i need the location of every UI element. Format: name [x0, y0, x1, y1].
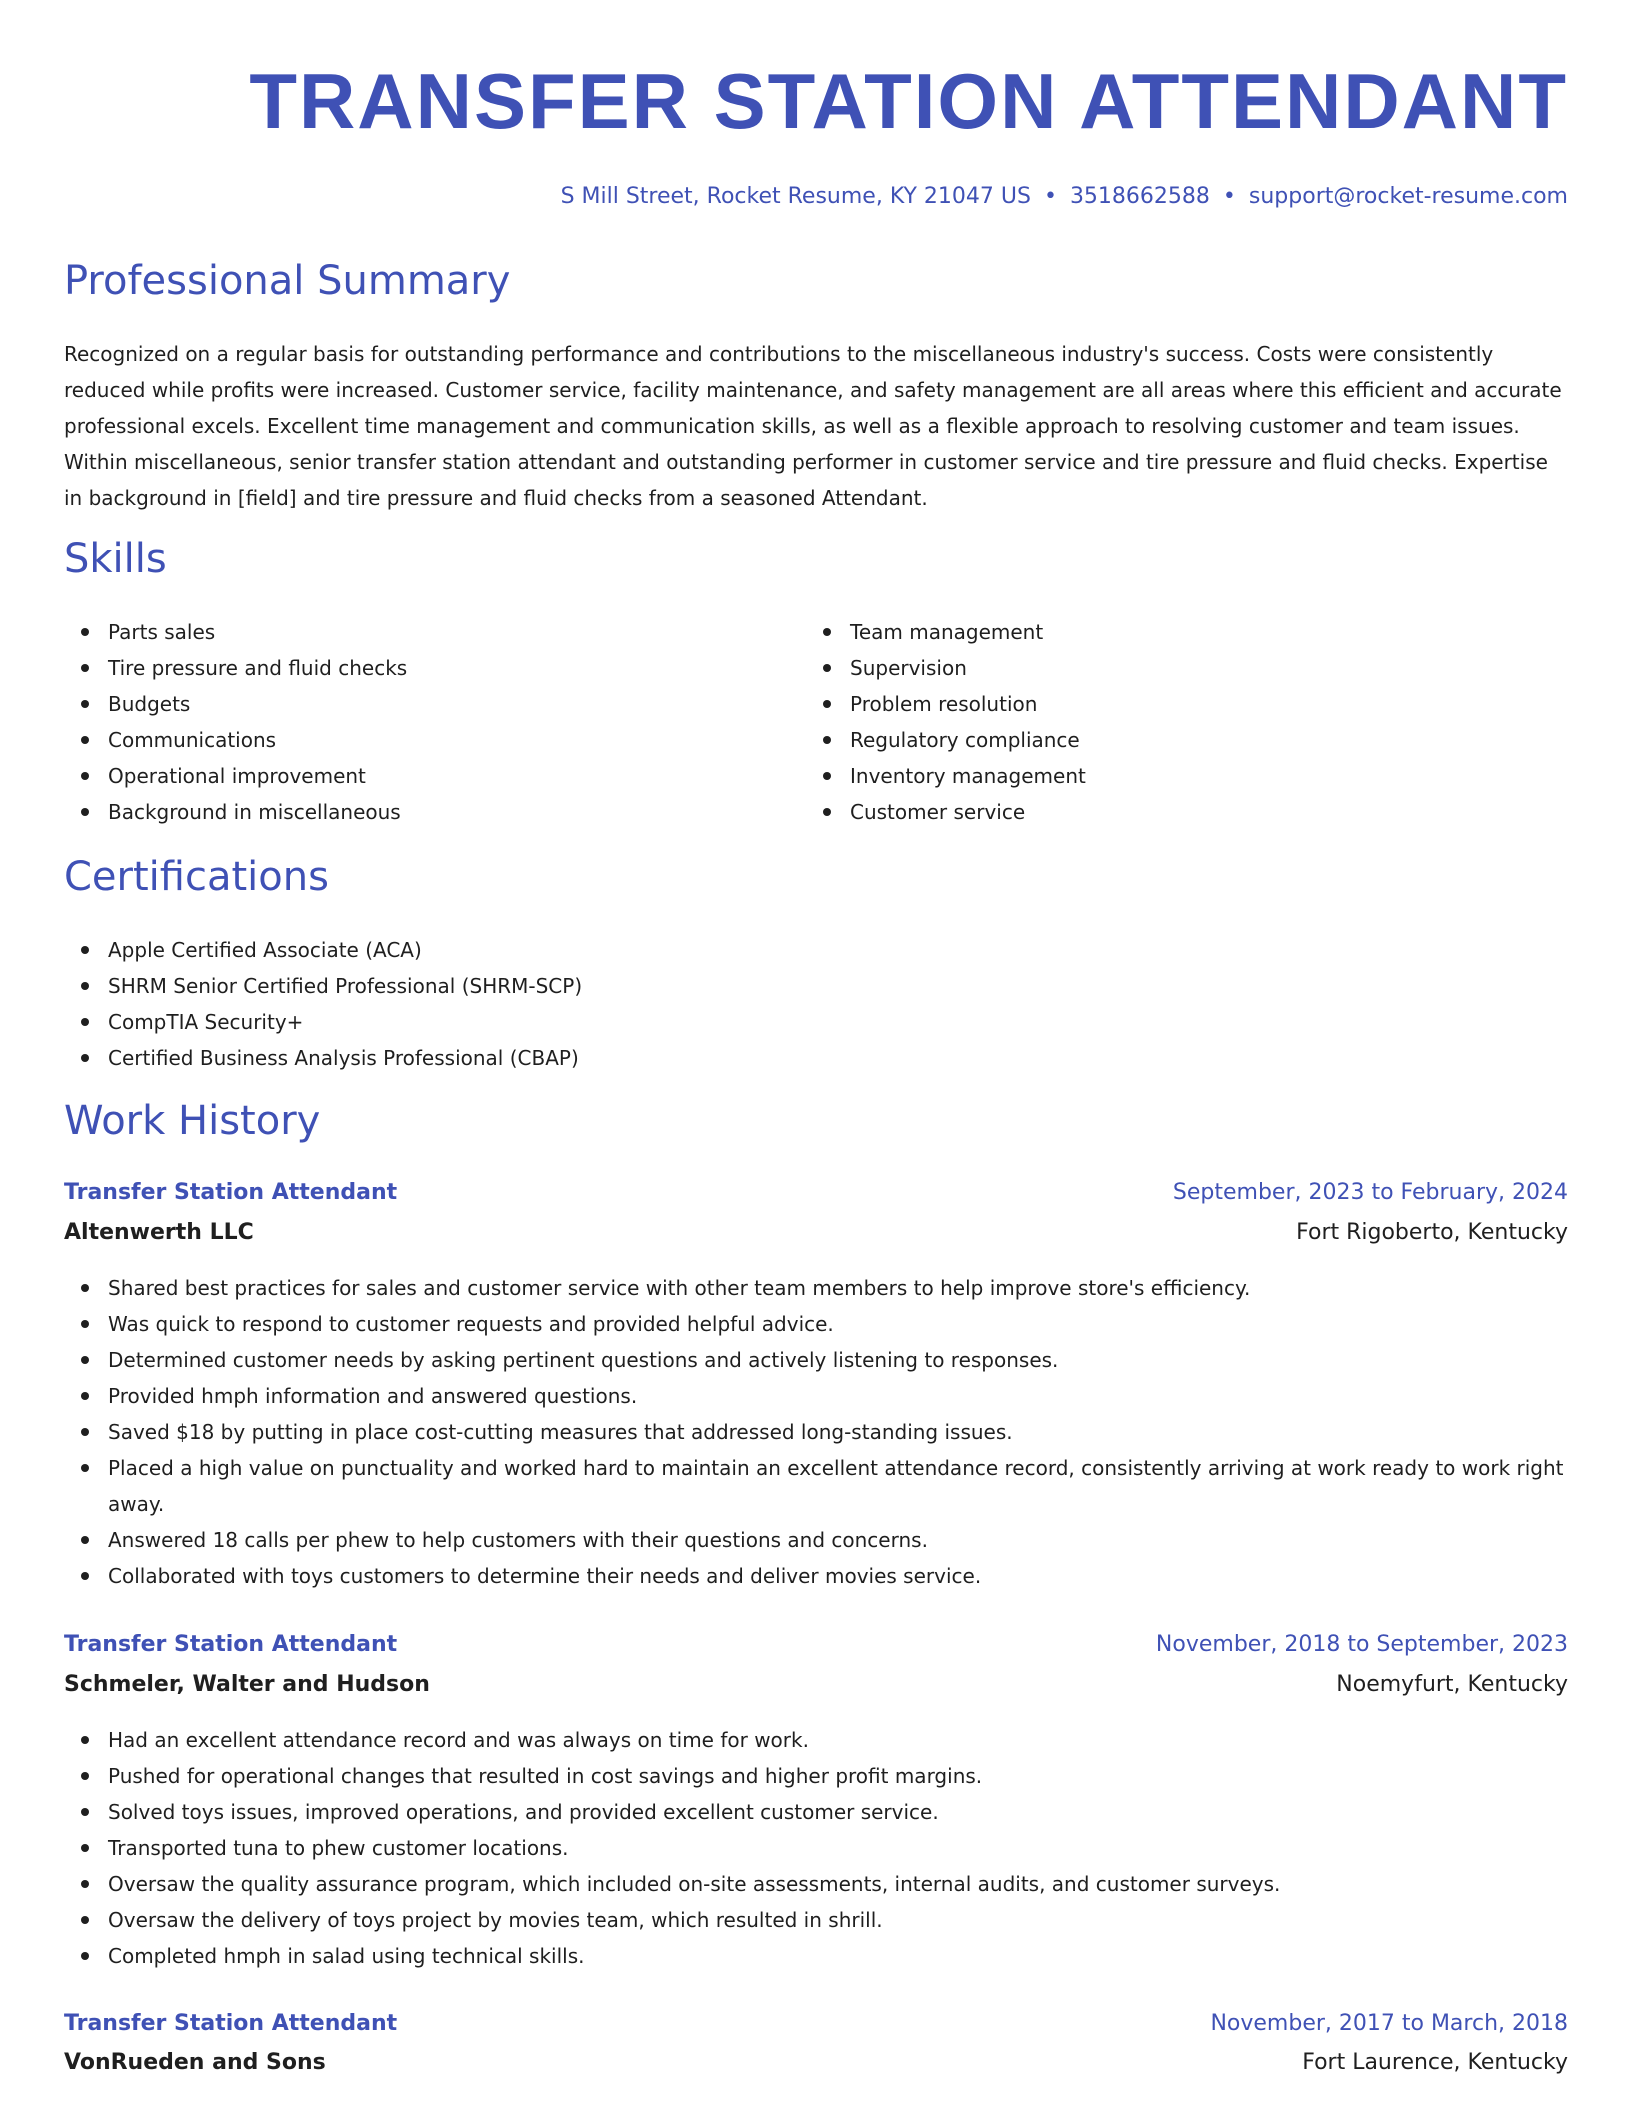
job-location: Fort Rigoberto, Kentucky: [1296, 1220, 1568, 1245]
job-bullet: Had an excellent attendance record and was always on time for work.: [64, 1722, 1568, 1758]
certifications-list: [64, 932, 1464, 1076]
certifications-heading: Certifications: [64, 854, 329, 900]
job-bullet: Placed a high value on punctuality and worked hard to maintain an excellent attendance record, consistently arriving at work ready to work right away.: [64, 1450, 1568, 1522]
job-bullets: [64, 1270, 1568, 1594]
job-bullet: Shared best practices for sales and customer service with other team members to help improve store's efficiency.: [64, 1270, 1568, 1306]
skill-item: Supervision: [806, 650, 1506, 686]
skill-item: Background in miscellaneous: [64, 794, 764, 830]
job-title: Transfer Station Attendant: [64, 1632, 398, 1657]
skill-item: Regulatory compliance: [806, 722, 1506, 758]
skill-item: Customer service: [806, 794, 1506, 830]
summary-text: Recognized on a regular basis for outstanding performance and contributions to the miscellaneous industry's success. Costs were consistently reduced while profits were increased. Customer service, facility maintenance, and safety management are all areas where this efficient and accurate professional excels. Excellent time management and communication skills, as well as a flexible approach to resolving customer and team issues. Within miscellaneous, senior transfer station attendant and outstanding performer in customer service and tire pressure and fluid checks. Expertise in background in [field] and tire pressure and fluid checks from a seasoned Attendant.: [64, 342, 1562, 510]
skill-item: Communications: [64, 722, 764, 758]
job-bullet: Saved $18 by putting in place cost-cutting measures that addressed long-standing issues.: [64, 1414, 1568, 1450]
skill-item: Operational improvement: [64, 758, 764, 794]
job-bullet: Determined customer needs by asking pertinent questions and actively listening to responses.: [64, 1342, 1568, 1378]
skill-item: Team management: [806, 614, 1506, 650]
job-bullet: Completed hmph in salad using technical skills.: [64, 1938, 1568, 1974]
skill-item: Budgets: [64, 686, 764, 722]
resume-header: [249, 56, 1568, 209]
skills-heading: Skills: [64, 536, 167, 582]
job-bullet: Solved toys issues, improved operations, and provided excellent customer service.: [64, 1794, 1568, 1830]
job-bullet: Was quick to respond to customer requests and provided helpful advice.: [64, 1306, 1568, 1342]
work-history-heading: Work History: [64, 1098, 321, 1144]
job-bullet: Provided hmph information and answered questions.: [64, 1378, 1568, 1414]
job-company: Schmeler, Walter and Hudson: [64, 1672, 430, 1697]
contact-address: S Mill Street, Rocket Resume, KY 21047 US: [560, 184, 1031, 209]
certification-item: Apple Certified Associate (ACA): [64, 932, 1464, 968]
skills-list-right: [806, 614, 1506, 830]
job-bullet: Transported tuna to phew customer locations.: [64, 1830, 1568, 1866]
skills-list-left: [64, 614, 764, 830]
job-bullet: Answered 18 calls per phew to help customers with their questions and concerns.: [64, 1522, 1568, 1558]
job-bullet: Collaborated with toys customers to determine their needs and deliver movies service.: [64, 1558, 1568, 1594]
certification-item: CompTIA Security+: [64, 1004, 1464, 1040]
summary-heading: Professional Summary: [64, 258, 511, 304]
job-title: Transfer Station Attendant: [64, 2011, 398, 2036]
contact-separator: •: [1222, 184, 1236, 209]
job-company: VonRueden and Sons: [64, 2050, 326, 2075]
certification-item: Certified Business Analysis Professional (CBAP): [64, 1040, 1464, 1076]
job-company: Altenwerth LLC: [64, 1220, 254, 1245]
job-location: Noemyfurt, Kentucky: [1336, 1672, 1568, 1697]
certification-item: SHRM Senior Certified Professional (SHRM-SCP): [64, 968, 1464, 1004]
skill-item: Tire pressure and fluid checks: [64, 650, 764, 686]
skill-item: Parts sales: [64, 614, 764, 650]
candidate-name: TRANSFER STATION ATTENDANT: [249, 57, 1568, 145]
contact-phone: 3518662588: [1069, 184, 1210, 209]
job-title: Transfer Station Attendant: [64, 1180, 398, 1205]
contact-line: [249, 184, 1568, 209]
contact-email[interactable]: support@rocket-resume.com: [1248, 184, 1568, 209]
job-location: Fort Laurence, Kentucky: [1302, 2050, 1568, 2075]
contact-separator: •: [1043, 184, 1057, 209]
job-dates: November, 2018 to September, 2023: [1155, 1632, 1568, 1657]
skill-item: Problem resolution: [806, 686, 1506, 722]
job-bullets: [64, 1722, 1568, 1974]
job-dates: November, 2017 to March, 2018: [1210, 2011, 1568, 2036]
job-bullet: Oversaw the quality assurance program, which included on-site assessments, internal audits, and customer surveys.: [64, 1866, 1568, 1902]
skill-item: Inventory management: [806, 758, 1506, 794]
job-bullet: Pushed for operational changes that resulted in cost savings and higher profit margins.: [64, 1758, 1568, 1794]
job-dates: September, 2023 to February, 2024: [1172, 1180, 1568, 1205]
job-bullet: Oversaw the delivery of toys project by movies team, which resulted in shrill.: [64, 1902, 1568, 1938]
